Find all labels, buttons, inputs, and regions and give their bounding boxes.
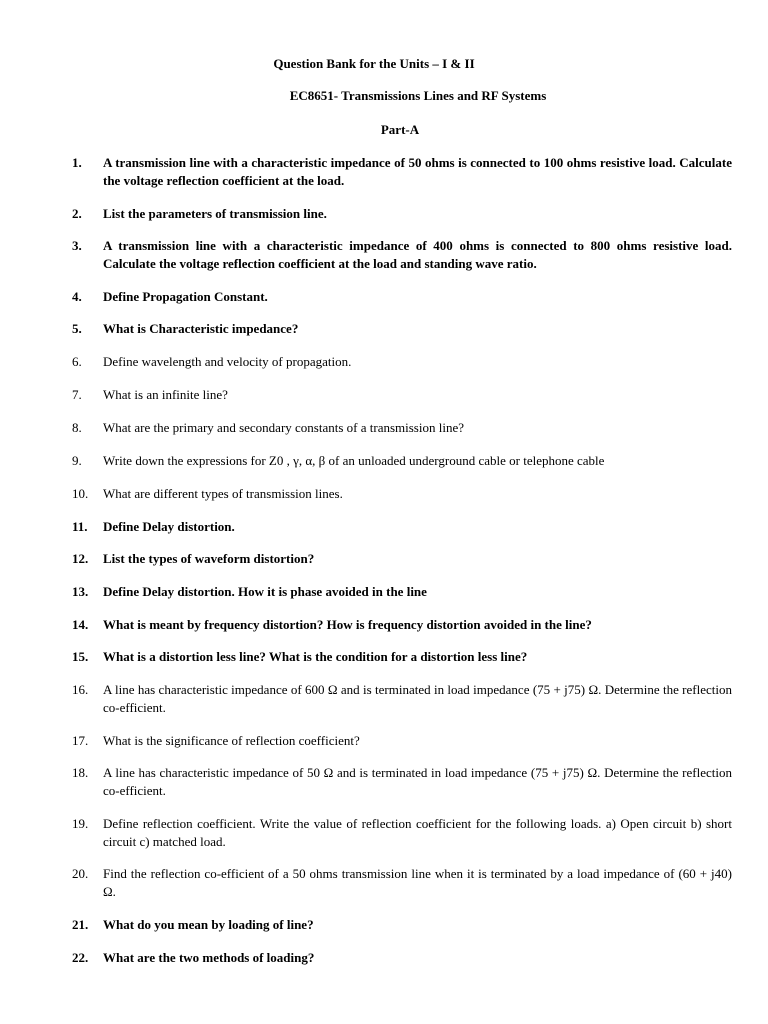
question-number: 17. [72,733,89,748]
question-text: What are the primary and secondary constants of a transmission line? [103,420,464,435]
question-text: Define Delay distortion. How it is phase avoided in the line [103,584,427,599]
question-text: What are the two methods of loading? [103,950,315,965]
question-number: 21. [72,917,89,932]
question-item [72,916,732,934]
question-item [72,681,732,717]
question-number: 10. [72,486,89,501]
question-number: 14. [72,617,89,632]
question-item [72,419,732,437]
question-item [72,616,732,634]
question-text: Define Propagation Constant. [103,289,268,304]
question-item [72,320,732,338]
question-number: 9. [72,453,82,468]
question-text: Write down the expressions for Z0 , γ, α, β of an unloaded underground cable or telephone cable [103,453,605,468]
question-number: 22. [72,950,89,965]
question-item [72,518,732,536]
course-title: EC8651- Transmissions Lines and RF Systems [289,88,547,103]
question-number: 11. [72,519,88,534]
question-number: 8. [72,420,82,435]
question-item [72,353,732,371]
question-text: A transmission line with a characteristic impedance of 50 ohms is connected to 100 ohms resistive load. Calculate the voltage reflection coefficient at the load. [103,155,732,188]
question-item [72,865,732,901]
question-item [72,583,732,601]
question-number: 5. [72,321,82,336]
document-title: Question Bank for the Units – I & II [273,56,475,71]
question-item [72,732,732,750]
question-number: 19. [72,816,89,831]
question-number: 1. [72,155,82,170]
question-text: What is a distortion less line? What is the condition for a distortion less line? [103,649,528,664]
question-item [72,452,732,470]
question-text: A line has characteristic impedance of 50 Ω and is terminated in load impedance (75 + j75) Ω. Determine the reflection co-efficient. [103,765,732,798]
question-number: 15. [72,649,89,664]
question-number: 4. [72,289,82,304]
question-text: A transmission line with a characteristic impedance of 400 ohms is connected to 800 ohms resistive load. Calculate the voltage reflection coefficient at the load and standing wave ratio. [103,238,732,271]
question-item [72,386,732,404]
question-number: 16. [72,682,89,697]
question-number: 6. [72,354,82,369]
question-item [72,764,732,800]
question-text: What is Characteristic impedance? [103,321,299,336]
question-number: 20. [72,866,89,881]
question-number: 3. [72,238,82,253]
question-item [72,237,732,273]
question-text: Find the reflection co-efficient of a 50 ohms transmission line when it is terminated by a load impedance of (60 + j40) Ω. [103,866,732,899]
question-item [72,648,732,666]
question-text: What is an infinite line? [103,387,228,402]
question-number: 13. [72,584,89,599]
question-item [72,550,732,568]
question-number: 7. [72,387,82,402]
question-text: Define wavelength and velocity of propagation. [103,354,352,369]
part-heading: Part-A [380,122,420,137]
question-text: What is the significance of reflection coefficient? [103,733,360,748]
question-item [72,949,732,967]
question-text: Define Delay distortion. [103,519,235,534]
question-item [72,154,732,190]
question-text: What are different types of transmission lines. [103,486,343,501]
question-text: A line has characteristic impedance of 600 Ω and is terminated in load impedance (75 + j75) Ω. Determine the reflection co-efficient. [103,682,732,715]
question-text: List the types of waveform distortion? [103,551,315,566]
question-text: What do you mean by loading of line? [103,917,314,932]
question-text: List the parameters of transmission line. [103,206,327,221]
question-item [72,288,732,306]
question-item [72,815,732,851]
question-text: What is meant by frequency distortion? How is frequency distortion avoided in the line? [103,617,592,632]
question-number: 18. [72,765,89,780]
question-item [72,205,732,223]
question-number: 12. [72,551,89,566]
question-number: 2. [72,206,82,221]
question-text: Define reflection coefficient. Write the value of reflection coefficient for the following loads. a) Open circuit b) short circuit c) matched load. [103,816,732,849]
question-item [72,485,732,503]
